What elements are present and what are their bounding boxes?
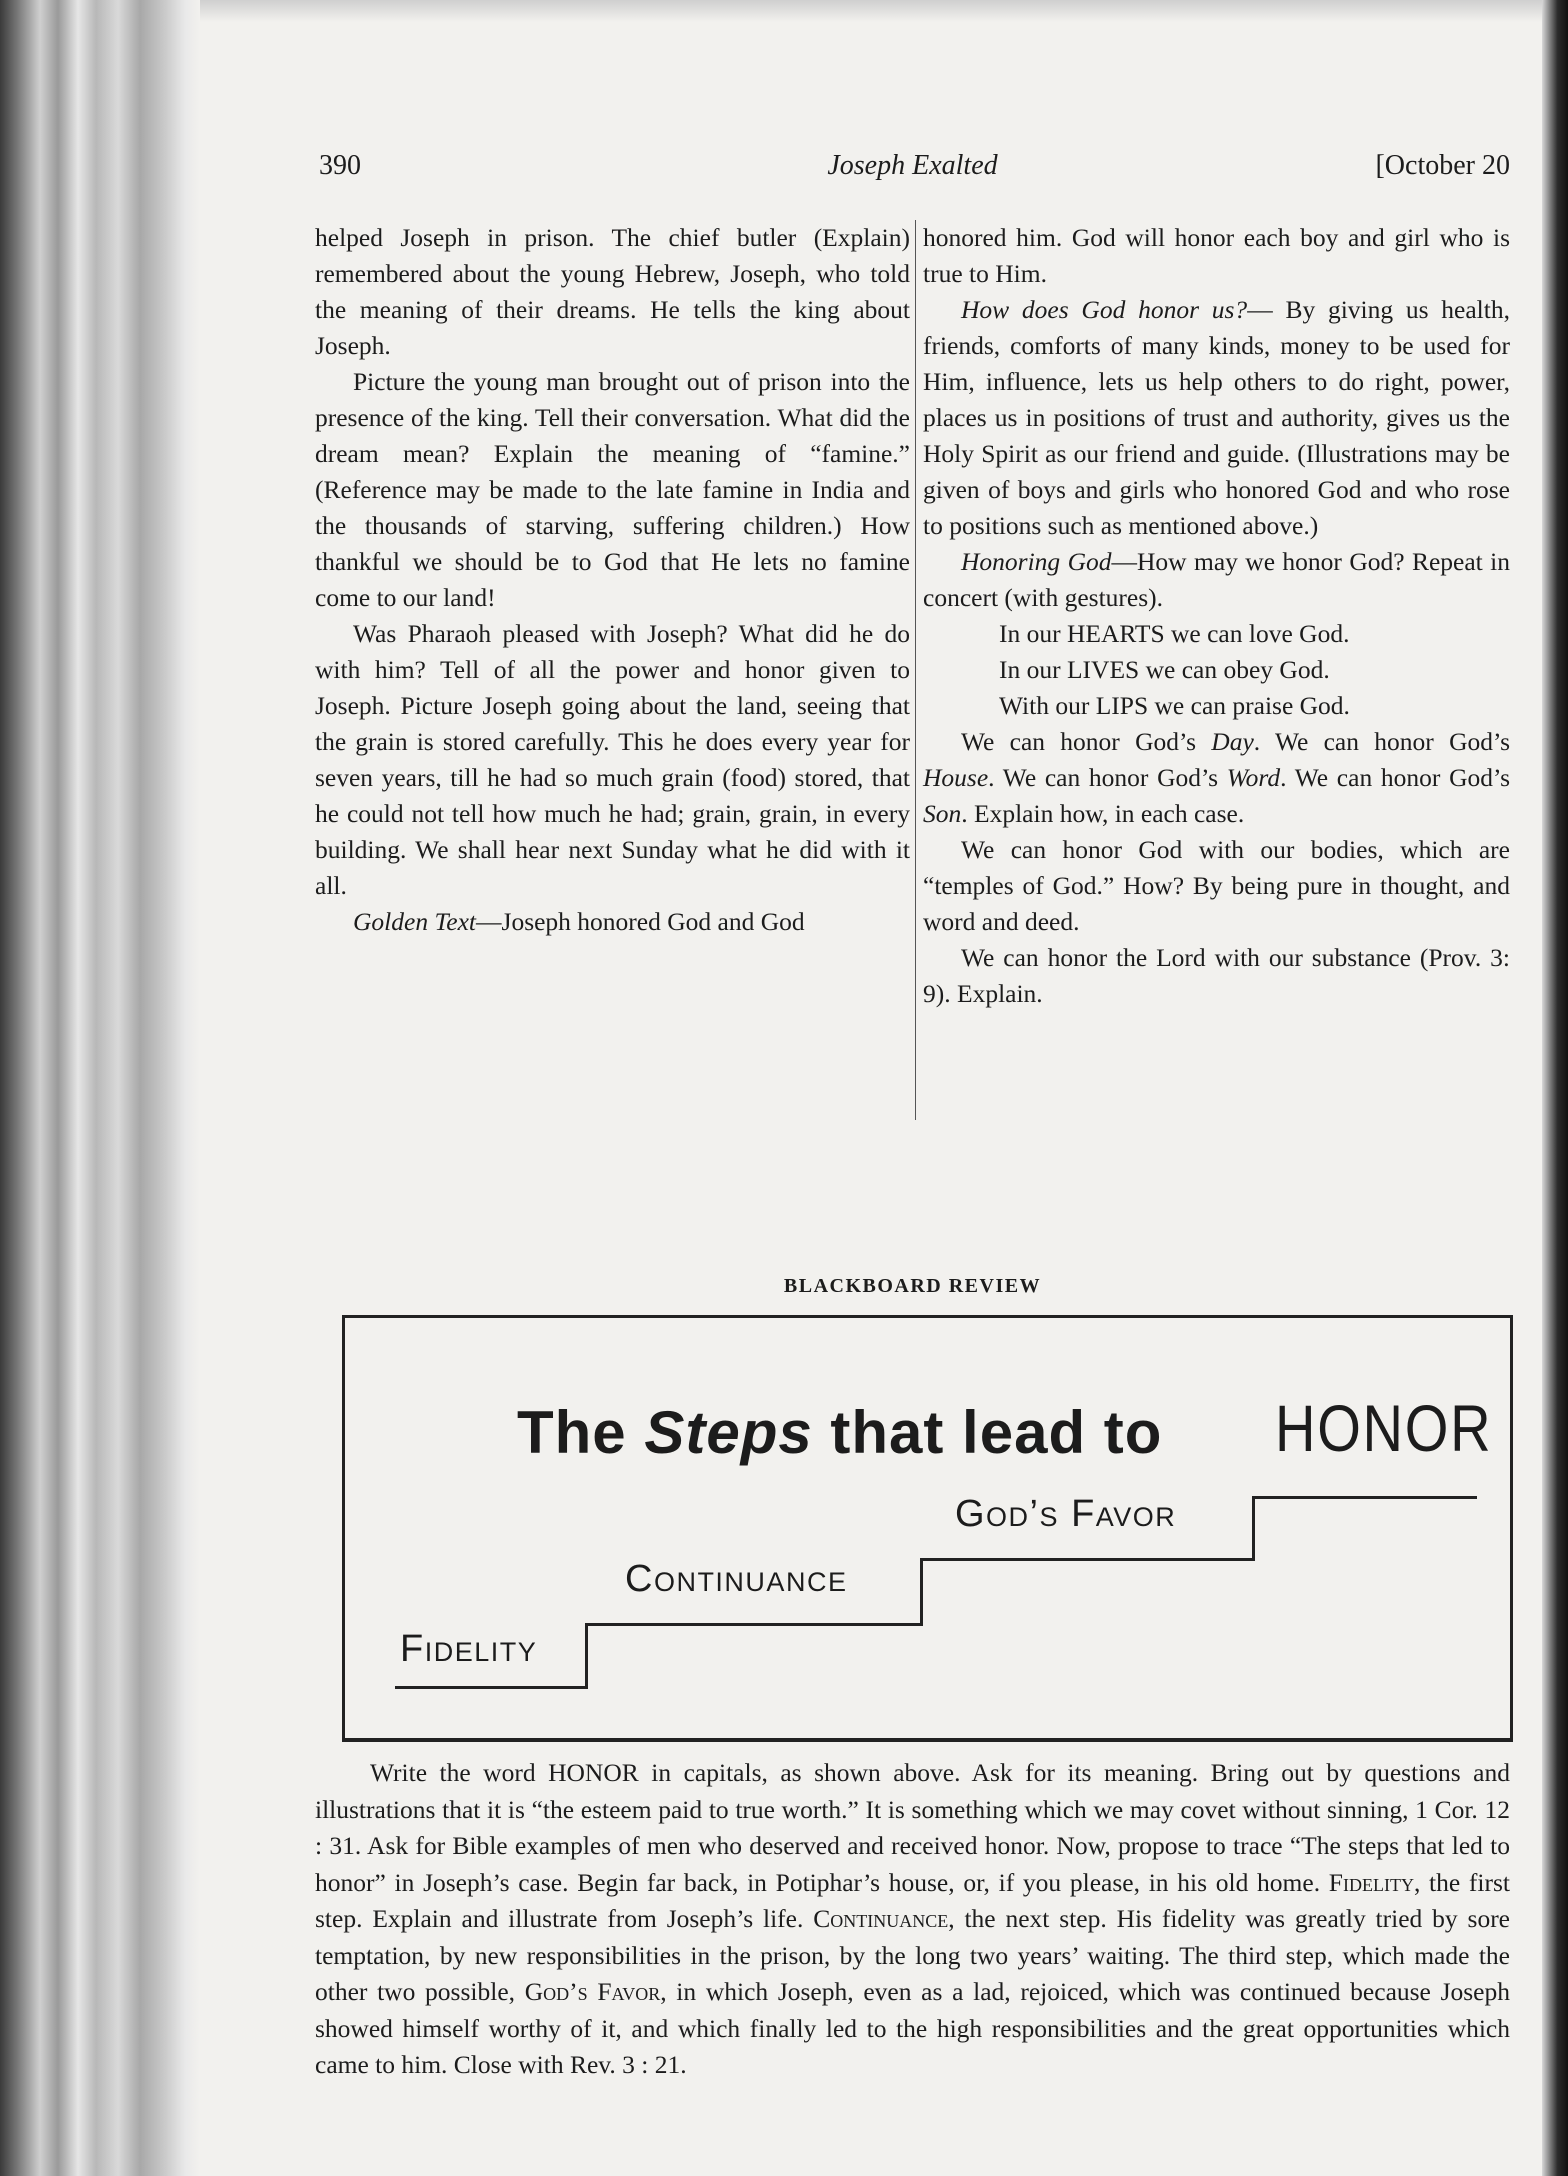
column-divider <box>915 220 916 1120</box>
honoring-god-label: Honoring God <box>961 547 1112 576</box>
running-head <box>315 150 1510 194</box>
step-gods-favor: God’s Favor <box>955 1493 1177 1535</box>
stair-line <box>585 1623 923 1626</box>
page-number: 390 <box>319 150 361 181</box>
stair-line <box>395 1686 587 1689</box>
how-honor-label: How does God honor us? <box>961 295 1248 324</box>
page <box>315 150 1511 2079</box>
text-run: Write the word HONOR in capitals, as shown above. Ask for its meaning. Bring out by questions and illustrations that it is “the esteem paid to true worth.” It is something which we may covet without sinning, 1 Cor. 12 : 31. Ask for Bible examples of men who deserved and received honor. Now, propose to trace “The steps that led to honor” in Joseph’s case. Begin far back, in Potiphar’s house, or, if you please, in his old home. <box>315 1758 1510 1897</box>
blackboard-honor: HONOR <box>1275 1391 1493 1465</box>
honoring-god-text: —How may we honor God? Repeat in concert (with gestures). <box>923 547 1510 612</box>
text-run: , in which Joseph, even as a lad, rejoiced, which was continued because Joseph showed himself worthy of it, and which finally led to the high responsibilities and the great opportunities which came to him. Close with Rev. 3 : 21. <box>315 1977 1510 2079</box>
right-paragraph-4 <box>923 724 1510 832</box>
running-title: Joseph Exalted <box>827 150 998 181</box>
right-paragraph-3 <box>923 544 1510 616</box>
text-run: . We can honor God’s <box>988 763 1227 792</box>
step-fidelity: Fidelity <box>400 1628 538 1670</box>
concert-line: In our LIVES we can obey God. <box>999 655 1330 684</box>
stair-line <box>920 1558 923 1626</box>
golden-text-label: Golden Text <box>353 907 477 936</box>
golden-text-paragraph <box>315 904 910 940</box>
title-steps: Steps <box>644 1399 813 1466</box>
explanation-paragraph <box>315 1755 1510 2084</box>
text-run: We can honor God’s <box>961 727 1212 756</box>
left-paragraph-1: helped Joseph in prison. The chief butler (Explain) remembered about the young Hebrew, Joseph, who told the meaning of their dreams. He tells the king about Joseph. <box>315 223 910 360</box>
page-right-edge <box>1542 0 1568 2176</box>
concert-line: In our HEARTS we can love God. <box>999 619 1350 648</box>
text-run: . We can honor God’s <box>1253 727 1510 756</box>
right-paragraph-6: We can honor the Lord with our substance (Prov. 3: 9). Explain. <box>923 943 1510 1008</box>
text-run: . Explain how, in each case. <box>961 799 1245 828</box>
smallcaps-continuance: Continuance <box>813 1904 949 1933</box>
blackboard-title <box>517 1398 1162 1467</box>
concert-lines <box>923 616 1510 724</box>
stair-line <box>920 1558 1255 1561</box>
right-column <box>923 220 1510 1012</box>
smallcaps-fidelity: Fidelity <box>1328 1867 1414 1897</box>
text-run: . We can honor God’s <box>1280 763 1511 792</box>
step-continuance: Continuance <box>625 1558 848 1600</box>
smallcaps-gods-favor: God’s Favor <box>524 1977 661 2006</box>
how-honor-text: — By giving us health, friends, comforts of many kinds, money to be used for Him, influence, lets us help others to do right, power, places us in positions of trust and authority, gives us the Holy Spirit as our friend and guide. (Illustrations may be given of boys and girls who honored God and who rose to positions such as mentioned above.) <box>923 295 1510 540</box>
text-run: , the next step. His fidelity was greatly tried by sore temptation, by new responsibilities in the prison, by the long two years’ waiting. The third step, which made the other two possible, <box>315 1904 1510 2006</box>
left-column <box>315 220 910 940</box>
blackboard-diagram <box>342 1315 1513 1742</box>
title-part: that lead to <box>812 1399 1163 1466</box>
running-date: [October 20 <box>1375 150 1510 181</box>
italic-word: Word <box>1226 763 1281 792</box>
stair-line <box>585 1623 588 1689</box>
blackboard-explanation <box>315 1755 1510 2084</box>
right-paragraph-2 <box>923 292 1510 544</box>
italic-house: House <box>923 763 989 792</box>
right-paragraph-5: We can honor God with our bodies, which are “temples of God.” How? By being pure in thought, and word and deed. <box>923 835 1510 936</box>
concert-line: With our LIPS we can praise God. <box>999 691 1350 720</box>
golden-text: —Joseph honored God and God <box>476 907 805 936</box>
left-paragraph-3: Was Pharaoh pleased with Joseph? What did he do with him? Tell of all the power and honor given to Joseph. Picture Joseph going about the land, seeing that the grain is stored carefully. This he does every year for seven years, till he had so much grain (food) stored, that he could not tell how much he had; grain, grain, in every building. We shall hear next Sunday what he did with it all. <box>315 619 910 900</box>
stair-line <box>1252 1496 1477 1499</box>
left-paragraph-2: Picture the young man brought out of prison into the presence of the king. Tell their conversation. What did the dream mean? Explain the meaning of “famine.” (Reference may be made to the late famine in India and the thousands of starving, suffering children.) How thankful we should be to God that He lets no famine come to our land! <box>315 367 910 612</box>
page-top-edge <box>0 0 1568 22</box>
text-run: , the first step. Explain and illustrate from Joseph’s life. <box>315 1867 1510 1933</box>
blackboard-caption: BLACKBOARD REVIEW <box>783 1275 1042 1297</box>
right-paragraph-1: honored him. God will honor each boy and girl who is true to Him. <box>923 223 1510 288</box>
stair-line <box>1252 1496 1255 1561</box>
two-column-body <box>315 220 1510 1290</box>
title-part: The <box>517 1399 645 1466</box>
book-spine <box>0 0 200 2176</box>
italic-day: Day <box>1211 727 1254 756</box>
italic-son: Son <box>923 799 962 828</box>
